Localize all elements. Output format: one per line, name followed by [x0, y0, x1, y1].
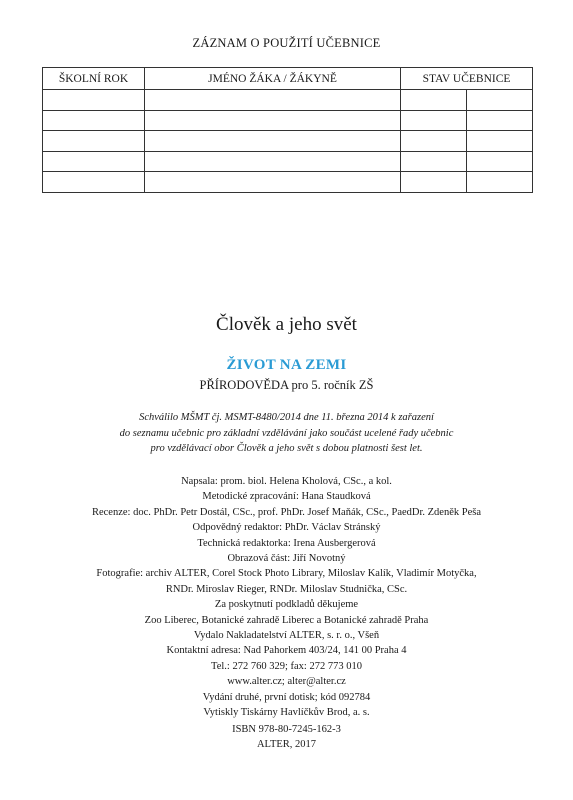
credit-line: www.alter.cz; alter@alter.cz: [227, 676, 346, 688]
table-cell[interactable]: [467, 151, 533, 172]
table-cell[interactable]: [401, 151, 467, 172]
table-cell[interactable]: [401, 110, 467, 131]
table-cell[interactable]: [467, 131, 533, 152]
credit-line: Recenze: doc. PhDr. Petr Dostál, CSc., prof. PhDr. Josef Maňák, CSc., PaedDr. Zdeněk Peša: [91, 506, 482, 518]
credit-line: Tel.: 272 760 329; fax: 272 773 010: [211, 660, 362, 672]
header-student-name: JMÉNO ŽÁKA / ŽÁKYNĚ: [145, 68, 401, 90]
table-cell[interactable]: [43, 131, 145, 152]
credit-line: Vytiskly Tiskárny Havlíčkův Brod, a. s.: [203, 707, 370, 719]
table-cell[interactable]: [401, 172, 467, 193]
book-subtitle: ŽIVOT NA ZEMI: [226, 357, 347, 373]
table-row: [43, 151, 533, 172]
table-cell[interactable]: [43, 90, 145, 111]
table-cell[interactable]: [145, 151, 401, 172]
table-cell[interactable]: [401, 131, 467, 152]
table-row: [43, 131, 533, 152]
isbn-number: ISBN 978-80-7245-162-3: [232, 724, 341, 735]
credit-line: Obrazová část: Jiří Novotný: [227, 553, 346, 565]
table-cell[interactable]: [145, 172, 401, 193]
credit-line: Kontaktní adresa: Nad Pahorkem 403/24, 141 00 Praha 4: [166, 645, 407, 657]
table-cell[interactable]: [467, 172, 533, 193]
credit-line: Napsala: prom. biol. Helena Kholová, CSc., a kol.: [181, 476, 392, 487]
credit-line: Fotografie: archiv ALTER, Corel Stock Photo Library, Miloslav Kalík, Vladimír Motyčka,: [96, 568, 477, 580]
record-title: ZÁZNAM O POUŽITÍ UČEBNICE: [192, 36, 381, 50]
approval-line: do seznamu učebnic pro základní vzdělávání jako součást ucelené řady učebnic: [119, 427, 454, 439]
header-book-condition: STAV UČEBNICE: [401, 68, 533, 90]
isbn-block: [0, 722, 573, 752]
credit-line: Vydání druhé, první dotisk; kód 092784: [202, 691, 371, 703]
credit-line: Odpovědný redaktor: PhDr. Václav Stránský: [192, 522, 381, 534]
publisher-year: ALTER, 2017: [256, 739, 317, 750]
table-cell[interactable]: [145, 131, 401, 152]
credit-line: Zoo Liberec, Botanické zahradě Liberec a Botanické zahradě Praha: [144, 614, 429, 626]
table-row: [43, 110, 533, 131]
header-school-year: ŠKOLNÍ ROK: [43, 68, 145, 90]
table-cell[interactable]: [43, 151, 145, 172]
approval-line: pro vzdělávací obor Člověk a jeho svět s dobou platnosti šest let.: [150, 443, 423, 454]
usage-record-table: [42, 67, 533, 193]
credit-line: Za poskytnutí podkladů děkujeme: [214, 599, 359, 611]
book-title: Člověk a jeho svět: [216, 314, 357, 335]
table-cell[interactable]: [43, 172, 145, 193]
table-cell[interactable]: [145, 90, 401, 111]
credit-line: Metodické zpracování: Hana Staudková: [202, 491, 371, 503]
approval-line: Schválilo MŠMT čj. MSMT-8480/2014 dne 11. března 2014 k zařazení: [139, 412, 434, 423]
book-grade: PŘÍRODOVĚDA pro 5. ročník ZŠ: [199, 378, 374, 392]
credit-line: Technická redaktorka: Irena Ausbergerová: [197, 537, 376, 549]
table-cell[interactable]: [467, 110, 533, 131]
table-row: [43, 90, 533, 111]
table-header-row: [43, 68, 533, 90]
table-cell[interactable]: [467, 90, 533, 111]
credit-line: RNDr. Miroslav Rieger, RNDr. Miloslav Studnička, CSc.: [165, 583, 408, 595]
table-row: [43, 172, 533, 193]
credits-block: [0, 474, 573, 721]
credit-line: Vydalo Nakladatelství ALTER, s. r. o., Všeň: [193, 630, 380, 642]
table-cell[interactable]: [145, 110, 401, 131]
table-cell[interactable]: [401, 90, 467, 111]
approval-statement: [0, 410, 573, 457]
table-cell[interactable]: [43, 110, 145, 131]
